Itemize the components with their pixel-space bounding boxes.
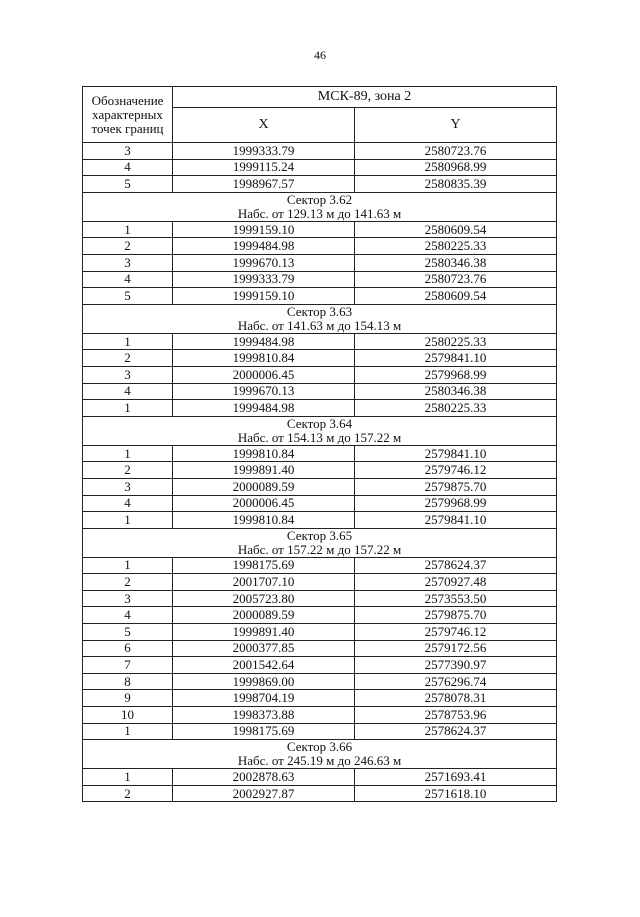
table-row xyxy=(83,159,557,176)
point-number-cell: 3 xyxy=(83,366,173,383)
point-number-cell: 1 xyxy=(83,512,173,529)
y-coordinate-cell: 2580609.54 xyxy=(355,221,557,238)
point-number-cell: 2 xyxy=(83,350,173,367)
y-coordinate-cell: 2570927.48 xyxy=(355,574,557,591)
point-number-cell: 5 xyxy=(83,288,173,305)
table-row xyxy=(83,607,557,624)
point-number-cell: 5 xyxy=(83,176,173,193)
y-coordinate-cell: 2580723.76 xyxy=(355,271,557,288)
y-coordinate-cell: 2578078.31 xyxy=(355,690,557,707)
table-row xyxy=(83,495,557,512)
point-label-header: Обозначение характерных точек границ xyxy=(83,87,173,143)
point-number-cell: 1 xyxy=(83,333,173,350)
point-number-cell: 2 xyxy=(83,238,173,255)
x-coordinate-cell: 1999869.00 xyxy=(173,673,355,690)
point-number-cell: 2 xyxy=(83,462,173,479)
table-row xyxy=(83,333,557,350)
point-number-cell: 1 xyxy=(83,557,173,574)
table-row xyxy=(83,723,557,740)
coordinates-table xyxy=(82,86,557,802)
y-coordinate-cell: 2571618.10 xyxy=(355,785,557,802)
point-number-cell: 1 xyxy=(83,723,173,740)
x-coordinate-cell: 1999484.98 xyxy=(173,333,355,350)
table-row xyxy=(83,350,557,367)
sector-height-range: Набс. от 154.13 м до 157.22 м xyxy=(237,429,402,445)
x-coordinate-cell: 1999891.40 xyxy=(173,462,355,479)
sector-header-row xyxy=(83,740,557,769)
table-row xyxy=(83,254,557,271)
x-coordinate-cell: 2000377.85 xyxy=(173,640,355,657)
x-coordinate-cell: 1999810.84 xyxy=(173,512,355,529)
sector-height-range: Набс. от 129.13 м до 141.63 м xyxy=(237,205,402,221)
x-coordinate-cell: 2000006.45 xyxy=(173,495,355,512)
table-row xyxy=(83,640,557,657)
sector-header xyxy=(83,192,557,221)
x-header: X xyxy=(173,108,355,143)
point-number-cell: 3 xyxy=(83,590,173,607)
point-number-cell: 4 xyxy=(83,159,173,176)
y-coordinate-cell: 2579746.12 xyxy=(355,624,557,641)
y-coordinate-cell: 2579875.70 xyxy=(355,478,557,495)
coordinates-body xyxy=(83,143,557,802)
sector-height-range: Набс. от 157.22 м до 157.22 м xyxy=(237,541,402,557)
x-coordinate-cell: 2000089.59 xyxy=(173,607,355,624)
x-coordinate-cell: 2001542.64 xyxy=(173,657,355,674)
y-coordinate-cell: 2579875.70 xyxy=(355,607,557,624)
x-coordinate-cell: 2002878.63 xyxy=(173,769,355,786)
table-row xyxy=(83,462,557,479)
x-coordinate-cell: 1999159.10 xyxy=(173,288,355,305)
y-coordinate-cell: 2578624.37 xyxy=(355,723,557,740)
point-number-cell: 9 xyxy=(83,690,173,707)
table-row xyxy=(83,785,557,802)
y-coordinate-cell: 2580225.33 xyxy=(355,238,557,255)
table-row xyxy=(83,366,557,383)
x-coordinate-cell: 2000089.59 xyxy=(173,478,355,495)
table-row xyxy=(83,673,557,690)
table-row xyxy=(83,557,557,574)
x-coordinate-cell: 1999810.84 xyxy=(173,350,355,367)
y-coordinate-cell: 2580346.38 xyxy=(355,383,557,400)
point-number-cell: 5 xyxy=(83,624,173,641)
x-coordinate-cell: 1999484.98 xyxy=(173,238,355,255)
y-coordinate-cell: 2580346.38 xyxy=(355,254,557,271)
table-row xyxy=(83,512,557,529)
table-row xyxy=(83,143,557,160)
y-coordinate-cell: 2578624.37 xyxy=(355,557,557,574)
point-number-cell: 4 xyxy=(83,383,173,400)
table-row xyxy=(83,478,557,495)
table-row xyxy=(83,657,557,674)
table-row xyxy=(83,271,557,288)
sector-header-row xyxy=(83,192,557,221)
x-coordinate-cell: 1998967.57 xyxy=(173,176,355,193)
sector-title: Сектор 3.62 xyxy=(286,192,353,207)
x-coordinate-cell: 1998704.19 xyxy=(173,690,355,707)
point-number-cell: 4 xyxy=(83,495,173,512)
table-row xyxy=(83,238,557,255)
x-coordinate-cell: 2001707.10 xyxy=(173,574,355,591)
y-coordinate-cell: 2579968.99 xyxy=(355,495,557,512)
point-number-cell: 3 xyxy=(83,254,173,271)
y-coordinate-cell: 2580609.54 xyxy=(355,288,557,305)
x-coordinate-cell: 2000006.45 xyxy=(173,366,355,383)
y-coordinate-cell: 2580225.33 xyxy=(355,333,557,350)
y-coordinate-cell: 2576296.74 xyxy=(355,673,557,690)
x-coordinate-cell: 1999484.98 xyxy=(173,400,355,417)
sector-height-range: Набс. от 141.63 м до 154.13 м xyxy=(237,317,402,333)
sector-header xyxy=(83,528,557,557)
point-number-cell: 3 xyxy=(83,478,173,495)
table-row xyxy=(83,624,557,641)
y-header: Y xyxy=(355,108,557,143)
point-number-cell: 1 xyxy=(83,221,173,238)
x-coordinate-cell: 2002927.87 xyxy=(173,785,355,802)
y-coordinate-cell: 2579841.10 xyxy=(355,350,557,367)
point-number-cell: 1 xyxy=(83,445,173,462)
x-coordinate-cell: 1999159.10 xyxy=(173,221,355,238)
sector-header-row xyxy=(83,416,557,445)
sector-title: Сектор 3.64 xyxy=(286,416,353,431)
point-number-cell: 7 xyxy=(83,657,173,674)
table-row xyxy=(83,574,557,591)
y-coordinate-cell: 2580835.39 xyxy=(355,176,557,193)
y-coordinate-cell: 2580723.76 xyxy=(355,143,557,160)
table-row xyxy=(83,445,557,462)
y-coordinate-cell: 2580968.99 xyxy=(355,159,557,176)
table-row xyxy=(83,176,557,193)
y-coordinate-cell: 2571693.41 xyxy=(355,769,557,786)
coordinate-system-header: МСК-89, зона 2 xyxy=(173,87,557,108)
sector-title: Сектор 3.65 xyxy=(286,528,353,543)
table-row xyxy=(83,288,557,305)
page-number: 46 xyxy=(314,48,326,62)
point-number-cell: 4 xyxy=(83,271,173,288)
point-number-cell: 2 xyxy=(83,785,173,802)
x-coordinate-cell: 2005723.80 xyxy=(173,590,355,607)
y-coordinate-cell: 2580225.33 xyxy=(355,400,557,417)
table-row xyxy=(83,400,557,417)
x-coordinate-cell: 1999333.79 xyxy=(173,143,355,160)
y-coordinate-cell: 2573553.50 xyxy=(355,590,557,607)
sector-header-row xyxy=(83,528,557,557)
point-number-cell: 1 xyxy=(83,769,173,786)
x-coordinate-cell: 1999670.13 xyxy=(173,383,355,400)
sector-header-row xyxy=(83,304,557,333)
table-row xyxy=(83,221,557,238)
point-number-cell: 6 xyxy=(83,640,173,657)
sector-height-range: Набс. от 245.19 м до 246.63 м xyxy=(237,753,402,769)
x-coordinate-cell: 1999670.13 xyxy=(173,254,355,271)
x-coordinate-cell: 1999115.24 xyxy=(173,159,355,176)
y-coordinate-cell: 2579841.10 xyxy=(355,512,557,529)
table-row xyxy=(83,590,557,607)
y-coordinate-cell: 2579172.56 xyxy=(355,640,557,657)
x-coordinate-cell: 1998373.88 xyxy=(173,707,355,724)
sector-title: Сектор 3.63 xyxy=(286,304,353,319)
table-row xyxy=(83,383,557,400)
x-coordinate-cell: 1999810.84 xyxy=(173,445,355,462)
sector-title: Сектор 3.66 xyxy=(286,739,353,755)
point-number-cell: 8 xyxy=(83,673,173,690)
y-coordinate-cell: 2579841.10 xyxy=(355,445,557,462)
x-coordinate-cell: 1998175.69 xyxy=(173,557,355,574)
x-coordinate-cell: 1999333.79 xyxy=(173,271,355,288)
point-number-cell: 10 xyxy=(83,707,173,724)
sector-header xyxy=(83,740,557,769)
point-number-cell: 4 xyxy=(83,607,173,624)
sector-header xyxy=(83,304,557,333)
table-row xyxy=(83,690,557,707)
y-coordinate-cell: 2579746.12 xyxy=(355,462,557,479)
y-coordinate-cell: 2577390.97 xyxy=(355,657,557,674)
x-coordinate-cell: 1998175.69 xyxy=(173,723,355,740)
point-number-cell: 3 xyxy=(83,143,173,160)
table-row xyxy=(83,769,557,786)
y-coordinate-cell: 2579968.99 xyxy=(355,366,557,383)
point-number-cell: 2 xyxy=(83,574,173,591)
table-row xyxy=(83,707,557,724)
point-number-cell: 1 xyxy=(83,400,173,417)
x-coordinate-cell: 1999891.40 xyxy=(173,624,355,641)
sector-header xyxy=(83,416,557,445)
y-coordinate-cell: 2578753.96 xyxy=(355,707,557,724)
